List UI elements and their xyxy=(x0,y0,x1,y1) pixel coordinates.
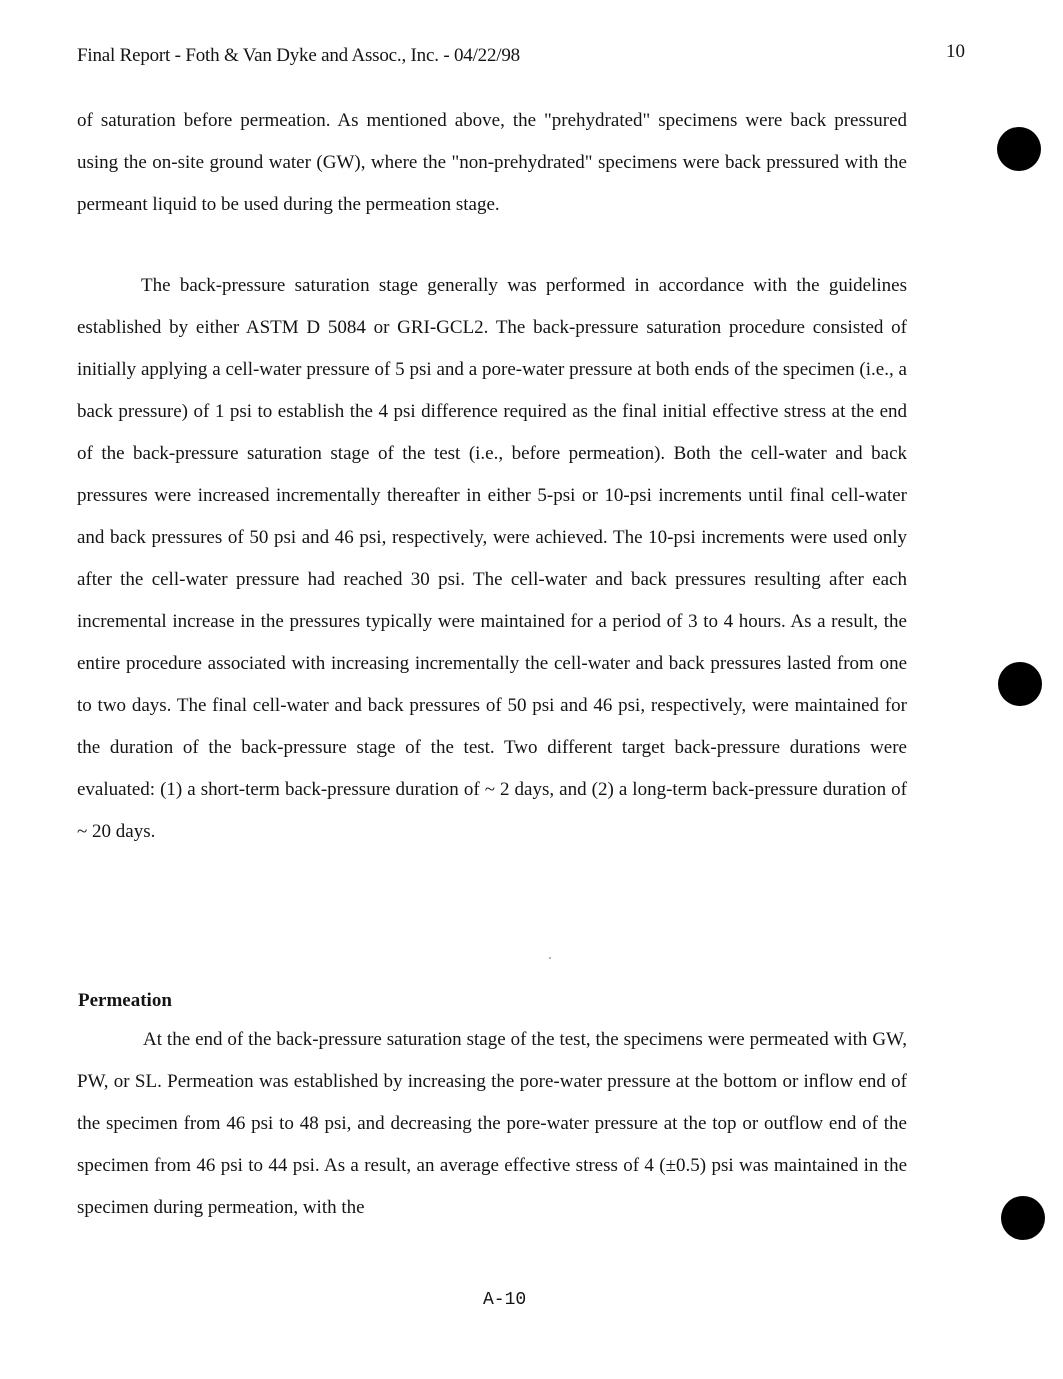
page-number: 10 xyxy=(946,41,965,62)
punch-hole-bottom xyxy=(1001,1196,1045,1240)
punch-hole-middle xyxy=(998,662,1042,706)
footer-page-label: A-10 xyxy=(483,1290,527,1310)
paragraph-permeation: At the end of the back-pressure saturation stage of the test, the specimens were permeated with GW, PW, or SL. Permeation was established by increasing the pore-water pressure at the bottom or inflow end of the specimen from 46 psi to 48 psi, and decreasing the pore-water pressure at the top or outflow end of the specimen from 46 psi to 44 psi. As a result, an average effective stress of 4 (±0.5) psi was maintained in the specimen during permeation, with the xyxy=(77,1029,907,1218)
paragraph-continuation: of saturation before permeation. As mentioned above, the "prehydrated" specimens were back pressured using the on-site ground water (GW), where the "non-prehydrated" specimens were back pressured with the permeant liquid to be used during the permeation stage. xyxy=(77,110,907,215)
running-header: Final Report - Foth & Van Dyke and Assoc., Inc. - 04/22/98 xyxy=(77,45,520,66)
scan-speck xyxy=(549,957,551,959)
punch-hole-top xyxy=(997,127,1041,171)
paragraph-back-pressure-saturation: The back-pressure saturation stage generally was performed in accordance with the guidelines established by either ASTM D 5084 or GRI-GCL2. The back-pressure saturation procedure consisted of initially applying a cell-water pressure of 5 psi and a pore-water pressure at both ends of the specimen (i.e., a back pressure) of 1 psi to establish the 4 psi difference required as the final initial effective stress at the end of the back-pressure saturation stage of the test (i.e., before permeation). Both the cell-water and back pressures were increased incrementally thereafter in either 5-psi or 10-psi increments until final cell-water and back pressures of 50 psi and 46 psi, respectively, were achieved. The 10-psi increments were used only after the cell-water pressure had reached 30 psi. The cell-water and back pressures resulting after each incremental increase in the pressures typically were maintained for a period of 3 to 4 hours. As a result, the entire procedure associated with increasing incrementally the cell-water and back pressures lasted from one to two days. The final cell-water and back pressures of 50 psi and 46 psi, respectively, were maintained for the duration of the back-pressure stage of the test. Two different target back-pressure durations were evaluated: (1) a short-term back-pressure duration of ~ 2 days, and (2) a long-term back-pressure duration of ~ 20 days. xyxy=(77,275,907,842)
section-heading-permeation: Permeation xyxy=(78,990,172,1011)
